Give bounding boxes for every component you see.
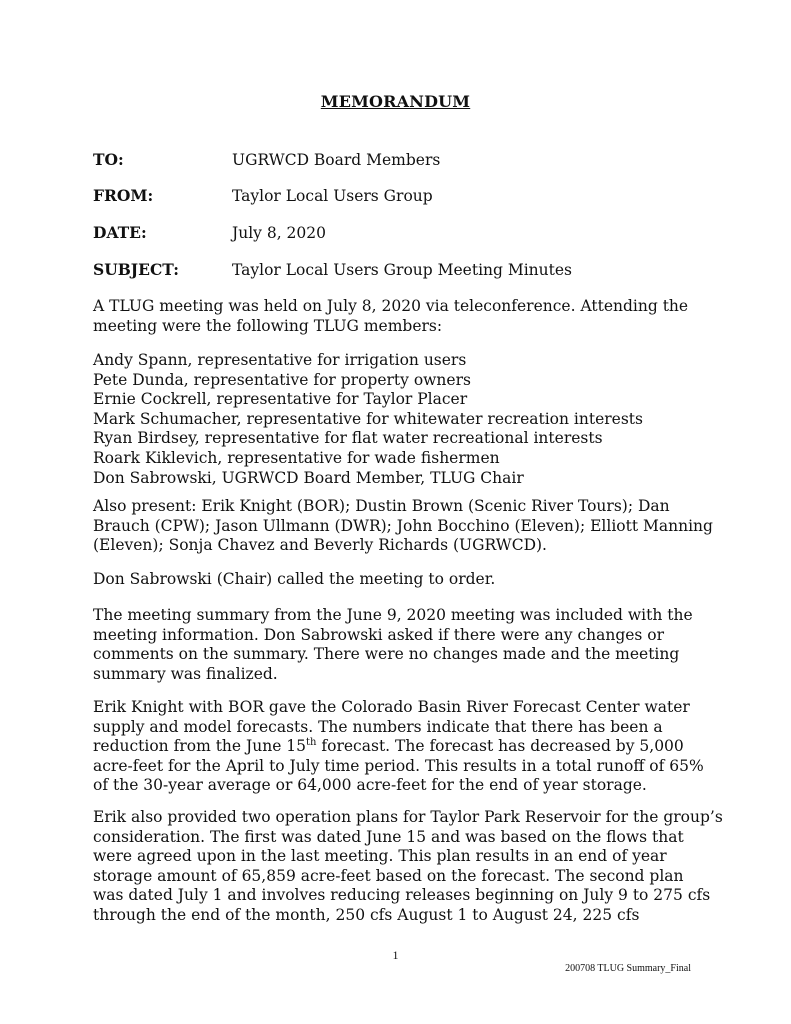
intro-line: A TLUG meeting was held on July 8, 2020 via teleconference. Attending the: [93, 297, 689, 315]
plans-line: through the end of the month, 250 cfs August 1 to August 24, 225 cfs: [93, 905, 640, 924]
summary-line: summary was finalized.: [93, 664, 278, 683]
header-from: [93, 186, 433, 206]
header-label: DATE:: [93, 223, 147, 242]
member-item: Andy Spann, representative for irrigation users: [93, 351, 467, 369]
header-label: TO:: [93, 150, 124, 169]
footer-document-ref: 200708 TLUG Summary_Final: [565, 963, 691, 974]
forecast-line: acre-feet for the April to July time period. This results in a total runoff of 65%: [93, 756, 704, 775]
member-item: Ryan Birdsey, representative for flat water recreational interests: [93, 429, 603, 448]
plans-line: consideration. The first was dated June 15 and was based on the flows that: [93, 827, 684, 846]
header-value: Taylor Local Users Group Meeting Minutes: [232, 261, 573, 279]
member-item: Pete Dunda, representative for property owners: [93, 370, 471, 389]
forecast-line: Erik Knight with BOR gave the Colorado Basin River Forecast Center water: [93, 698, 690, 716]
forecast-paragraph: [93, 698, 708, 796]
also-present-line: Brauch (CPW); Jason Ullmann (DWR); John Bocchino (Eleven); Elliott Manning: [93, 516, 713, 535]
header-label: SUBJECT:: [93, 260, 179, 279]
also-present-paragraph: [93, 497, 713, 556]
summary-paragraph: [93, 606, 708, 684]
summary-line: meeting information. Don Sabrowski asked if there were any changes or: [93, 625, 665, 644]
header-value: July 8, 2020: [232, 224, 326, 242]
header-value: UGRWCD Board Members: [232, 151, 441, 169]
also-present-line: (Eleven); Sonja Chavez and Beverly Richards (UGRWCD).: [93, 536, 547, 555]
member-item: Don Sabrowski, UGRWCD Board Member, TLUG Chair: [93, 468, 524, 487]
member-item: Ernie Cockrell, representative for Taylor Placer: [93, 390, 468, 409]
summary-line: The meeting summary from the June 9, 2020 meeting was included with the: [93, 606, 693, 624]
plans-line: were agreed upon in the last meeting. This plan results in an end of year: [93, 847, 667, 866]
plans-line: was dated July 1 and involves reducing releases beginning on July 9 to 275 cfs: [93, 886, 711, 905]
ordinal-suffix: th: [306, 737, 317, 749]
intro-line: meeting were the following TLUG members:: [93, 316, 443, 335]
call-to-order-paragraph: [93, 570, 708, 590]
header-label: FROM:: [93, 186, 154, 205]
forecast-text: reduction from the June 15: [93, 737, 307, 756]
forecast-line: of the 30-year average or 64,000 acre-feet for the end of year storage.: [93, 776, 647, 795]
summary-line: comments on the summary. There were no changes made and the meeting: [93, 645, 680, 664]
header-to: [93, 150, 440, 170]
member-item: Roark Kiklevich, representative for wade fishermen: [93, 448, 500, 467]
memo-title: MEMORANDUM: [320, 92, 471, 111]
page-number: 1: [392, 948, 399, 962]
plans-paragraph: [93, 808, 723, 926]
header-date: [93, 223, 326, 243]
plans-line: storage amount of 65,859 acre-feet based on the forecast. The second plan: [93, 866, 684, 885]
forecast-line: [93, 737, 708, 757]
intro-paragraph: [93, 297, 708, 336]
header-subject: [93, 260, 572, 280]
members-list: [93, 351, 708, 488]
forecast-line: supply and model forecasts. The numbers indicate that there has been a: [93, 717, 663, 736]
header-value: Taylor Local Users Group: [232, 187, 433, 205]
call-to-order-line: Don Sabrowski (Chair) called the meeting to order.: [93, 570, 496, 588]
also-present-line: Also present: Erik Knight (BOR); Dustin Brown (Scenic River Tours); Dan: [93, 497, 670, 515]
plans-line: Erik also provided two operation plans for Taylor Park Reservoir for the group’s: [93, 808, 723, 826]
forecast-text: forecast. The forecast has decreased by 5,000: [316, 737, 684, 756]
member-item: Mark Schumacher, representative for whitewater recreation interests: [93, 409, 643, 428]
